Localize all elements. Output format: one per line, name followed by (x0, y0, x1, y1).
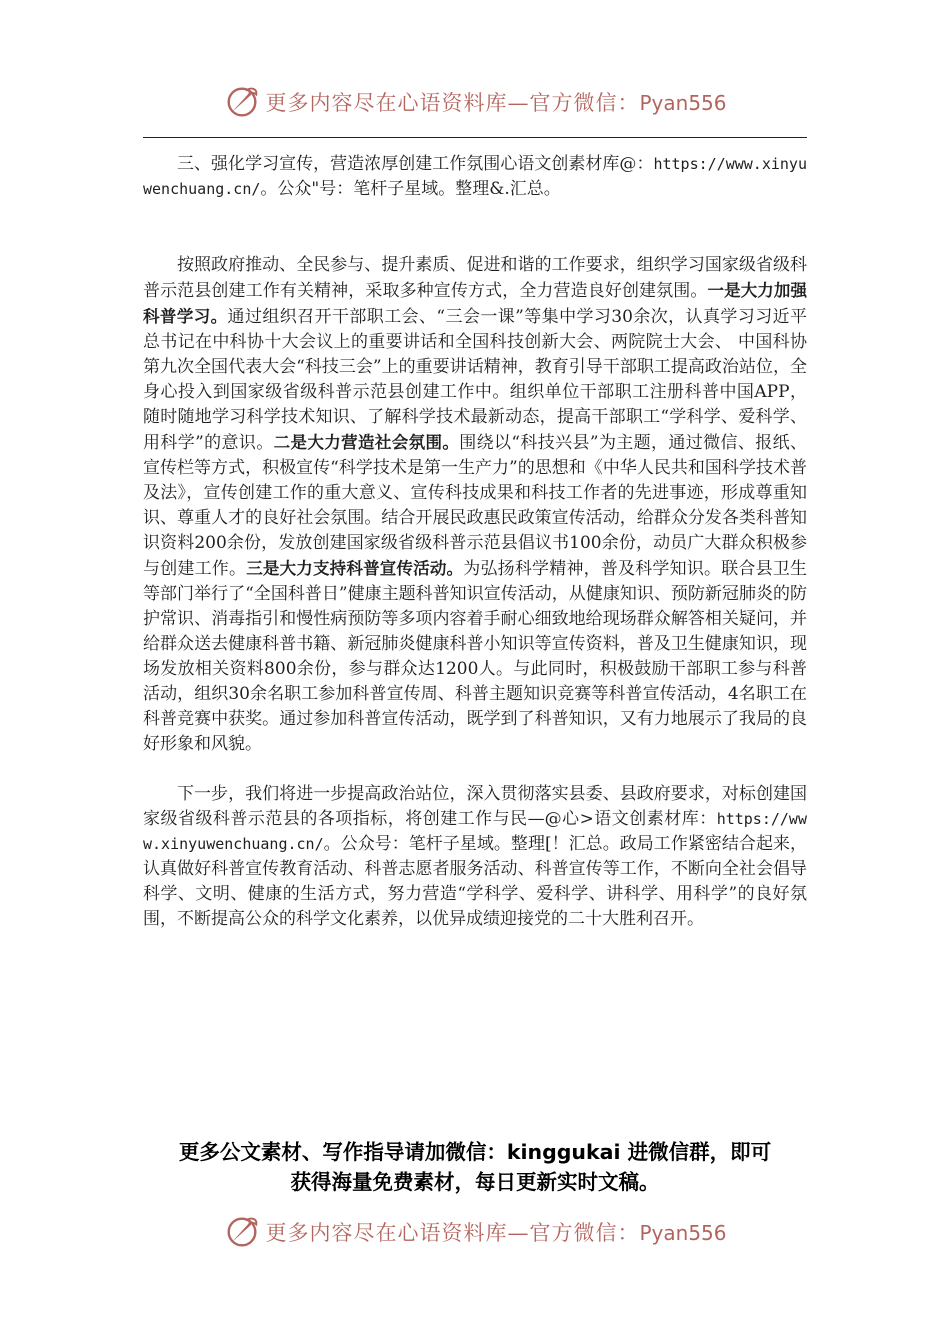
section-heading-tail: 。公众"号：笔杆子星域。整理&.汇总。 (260, 179, 561, 199)
quill-logo-icon (223, 83, 261, 121)
section-heading-paragraph (143, 152, 807, 202)
footer-banner-text (265, 1217, 726, 1247)
footer-banner-label: 更多内容尽在心语资料库—官方微信： (265, 1221, 640, 1245)
main-paragraph (143, 253, 807, 757)
next-steps-text-a: 下一步，我们将进一步提高政治站位，深入贯彻落实县委、县政府要求，对标创建国家级省级科普示范县的各项指标，将创建工作与民—@心>语文创素材库： (143, 784, 807, 829)
header-divider (143, 137, 807, 138)
footer-banner (0, 1212, 950, 1252)
header-banner-label: 更多内容尽在心语资料库—官方微信： (265, 91, 640, 115)
main-paragraph-intro: 按照政府推动、全民参与、提升素质、促进和谐的工作要求，组织学习国家级省级科普示范县创建工作有关精神，采取多种宣传方式，全力营造良好创建氛围。 (143, 255, 807, 301)
footer-banner-account: Pyan556 (639, 1221, 727, 1245)
quill-logo-icon (223, 1213, 261, 1251)
next-steps-text-b: 。公众号：笔杆子星域。整理[！汇总。政局工作紧密结合起来，认真做好科普宣传教育活动、科普志愿者服务活动、科普宣传等工作，不断向全社会倡导科学、文明、健康的生活方式，努力营造“学科学、爱科学、讲科学、用科学”的良好氛围，不断提高公众的科学文化素养，以优异成绩迎接党的二十大胜利召开。 (143, 834, 807, 929)
point-one-text: 通过组织召开干部职工会、“三会一课”等集中学习30余次，认真学习习近平总书记在中科协十大会议上的重要讲话和全国科技创新大会、两院院士大会、 中国科协第九次全国代表大会“科技三会”上的重要讲话精神，教育引导干部职工提高政治站位，全身心投入到国家级省级科普示范县创建工作中。组织单位干部职工注册科普中国APP，随时随地学习科学技术知识、了解科学技术最新动态，提高干部职工“学科学、爱科学、用科学”的意识。 (143, 307, 808, 453)
point-three-text: 为弘扬科学精神，普及科学知识。联合县卫生等部门举行了“全国科普日”健康主题科普知识宣传活动，从健康知识、预防新冠肺炎的防护常识、消毒指引和慢性病预防等多项内容着手耐心细致地给现场群众解答相关疑问，并给群众送去健康科普书籍、新冠肺炎健康科普小知识等宣传资料，普及卫生健康知识，现场发放相关资料800余份，参与群众达1200人。与此同时，积极鼓励干部职工参与科普活动，组织30余名职工参加科普宣传周、科普主题知识竞赛等科普宣传活动，4名职工在科普竞赛中获奖。通过参加科普宣传活动，既学到了科普知识，又有力地展示了我局的良好形象和风貌。 (143, 559, 808, 754)
promo-line-2: 获得海量免费素材，每日更新实时文稿。 (290, 1170, 660, 1194)
point-one-heading: 一是大力加强科普学习。 (143, 281, 808, 326)
promo-line-1: 更多公文素材、写作指导请加微信：kinggukai 进微信群，即可 (178, 1140, 772, 1164)
point-two-heading: 二是大力营造社会氛围。 (273, 433, 460, 452)
section-heading-url: https://www.xinyuwenchuang.cn/ (143, 155, 807, 198)
next-steps-url: https://www.xinyuwenchuang.cn/ (143, 810, 807, 853)
document-body (143, 152, 807, 932)
next-steps-paragraph (143, 782, 807, 932)
header-banner (0, 82, 950, 122)
header-banner-text (265, 87, 726, 117)
promo-block (100, 1137, 850, 1197)
point-two-text: 围绕以“科技兴县”为主题，通过微信、报纸、宣传栏等方式，积极宣传“科学技术是第一生产力”的思想和《中华人民共和国科学技术普及法》，宣传创建工作的重大意义、宣传科技成果和科技工作者的先进事迹，形成尊重知识、尊重人才的良好社会氛围。结合开展民政惠民政策宣传活动，给群众分发各类科普知识资料200余份，发放创建国家级省级科普示范县倡议书100余份，动员广大群众积极参与创建工作。 (143, 433, 808, 579)
point-three-heading: 三是大力支持科普宣传活动。 (246, 559, 464, 578)
header-banner-account: Pyan556 (639, 91, 727, 115)
section-heading-text: 三、强化学习宣传，营造浓厚创建工作氛围心语文创素材库@： (177, 154, 654, 174)
